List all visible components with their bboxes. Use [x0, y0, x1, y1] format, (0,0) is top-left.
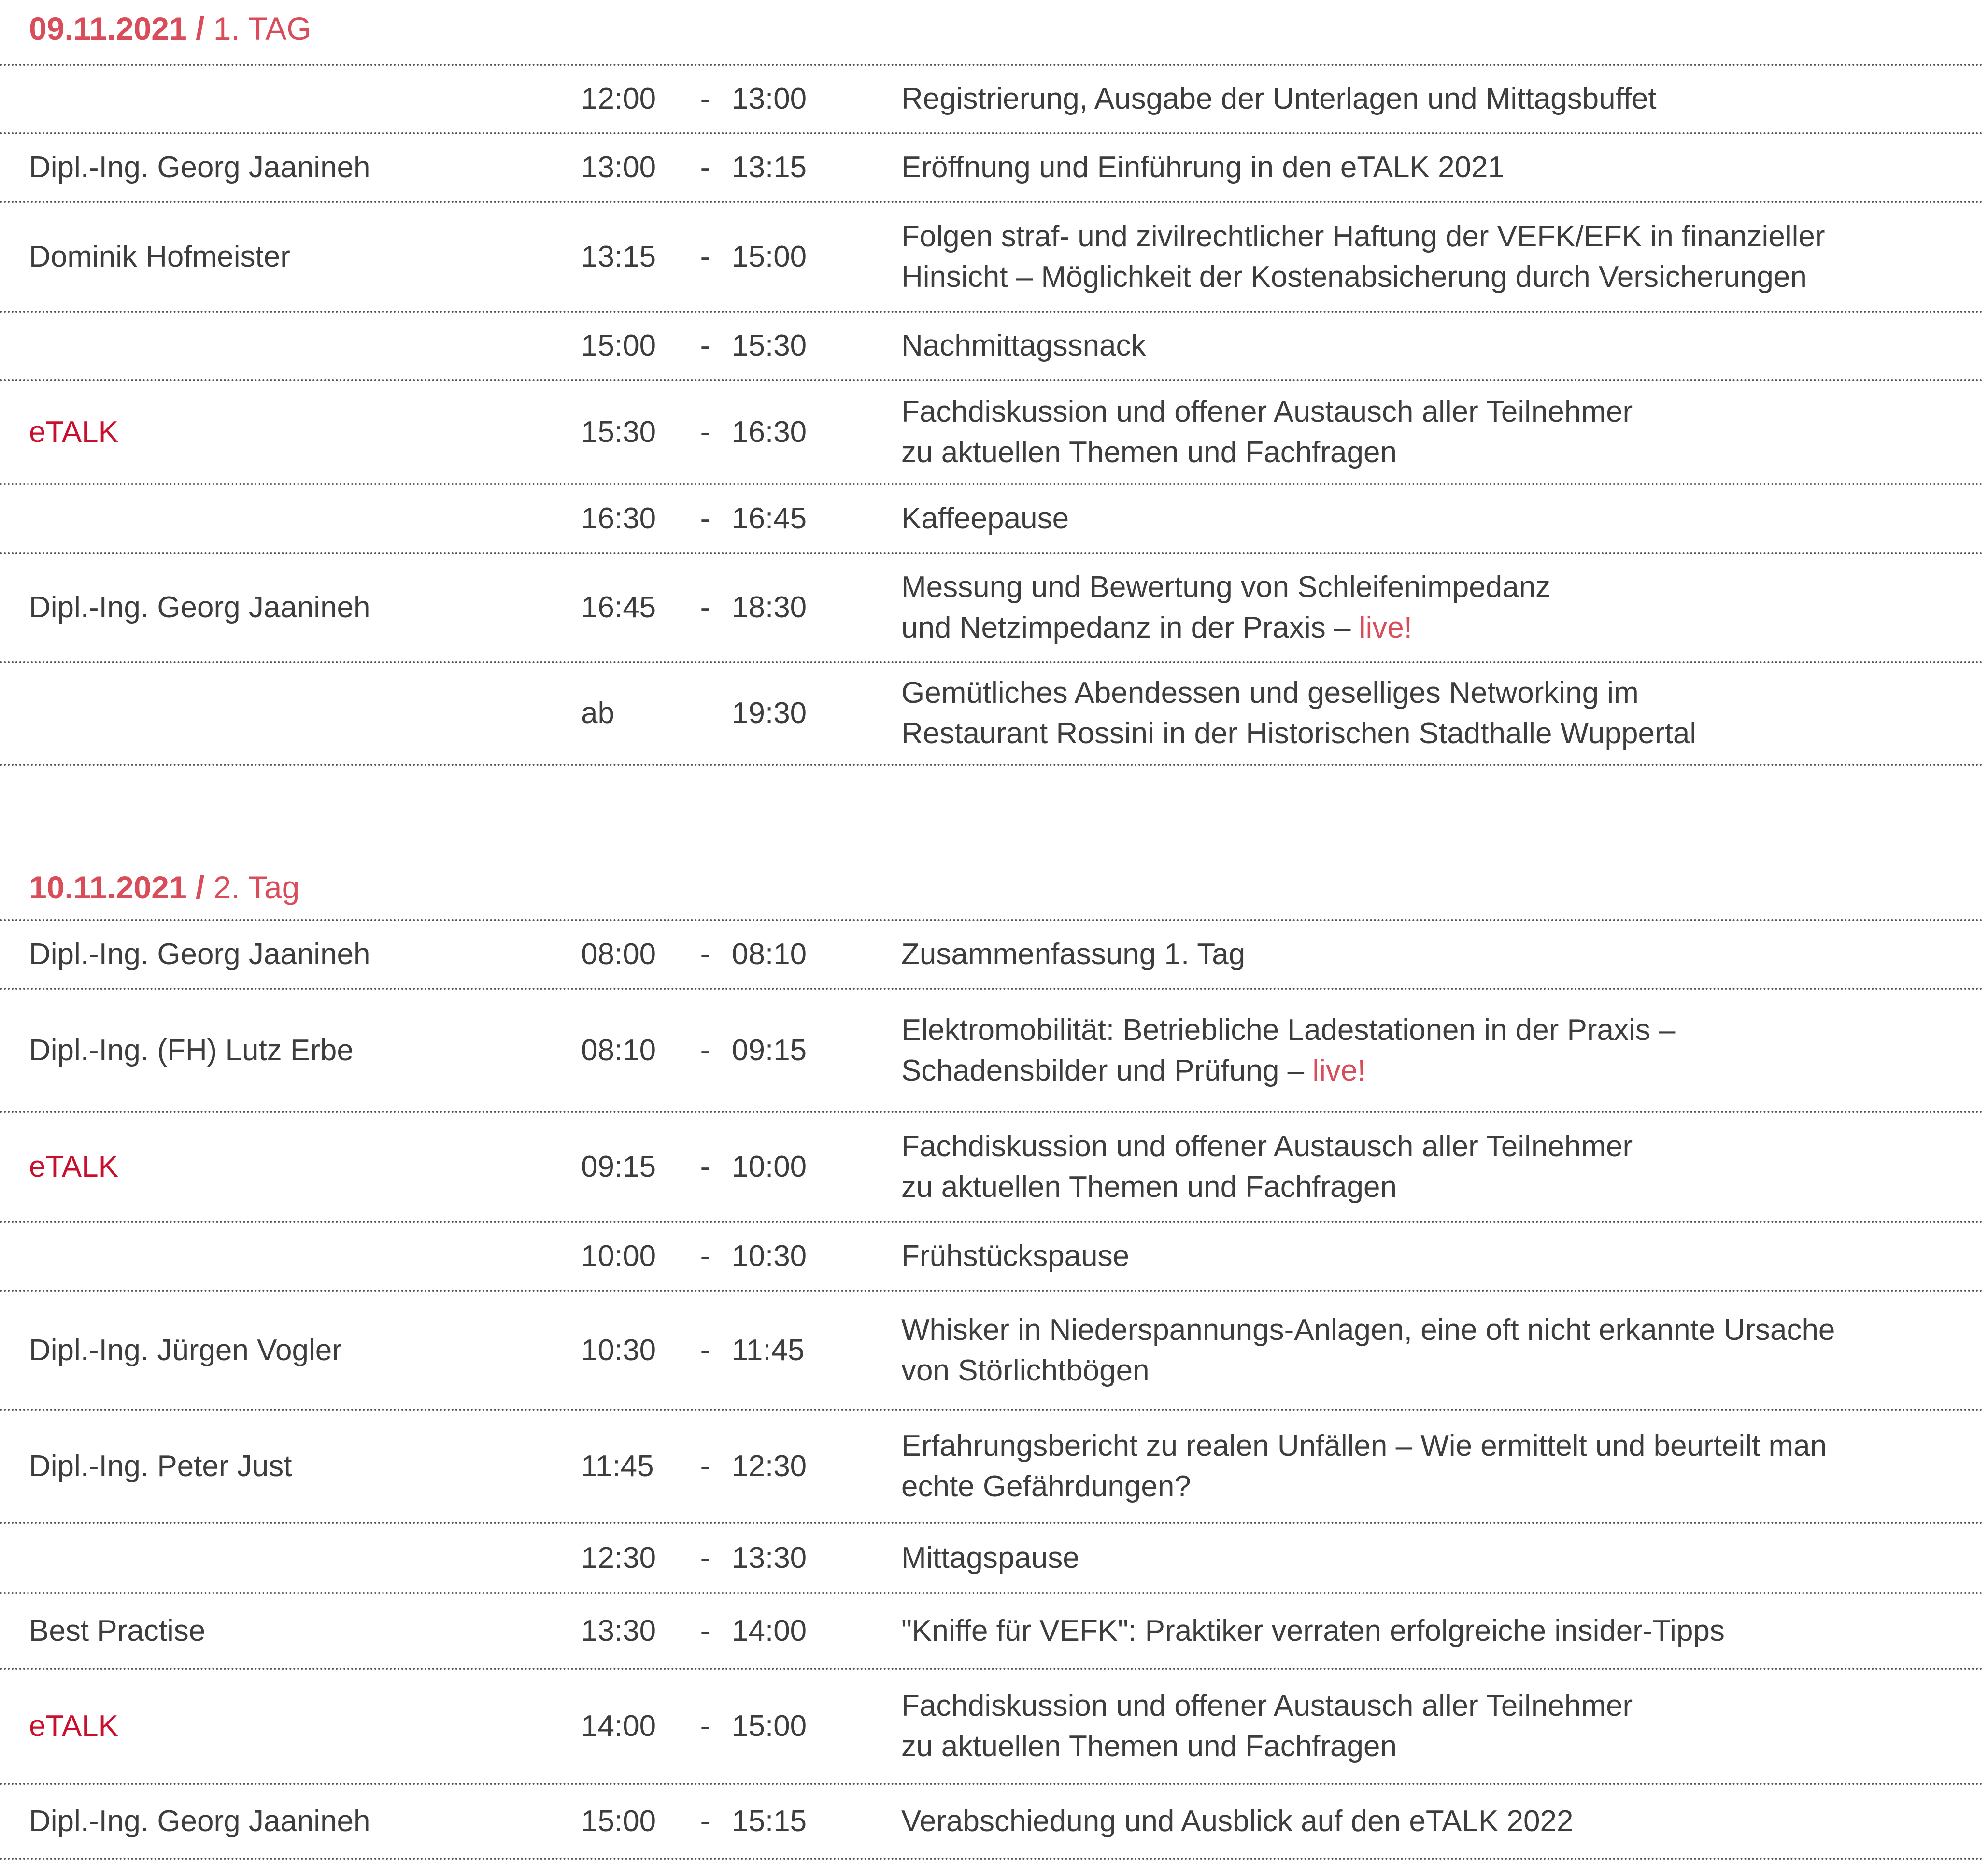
schedule-row [0, 554, 1984, 661]
time-end: 15:30 [732, 329, 807, 362]
live-label: live! [1312, 1053, 1366, 1087]
topic-line-text: Zusammenfassung 1. Tag [901, 938, 1246, 971]
topic-line [901, 1466, 1191, 1507]
time-end: 16:30 [732, 415, 807, 449]
schedule-row [0, 1411, 1984, 1522]
topic-text [901, 203, 1978, 311]
speaker-name [29, 663, 560, 764]
time-end: 10:00 [732, 1150, 807, 1183]
schedule-row [0, 1292, 1984, 1409]
time-start: 13:00 [581, 151, 656, 184]
topic-line [901, 326, 1146, 366]
time-end: 15:15 [732, 1804, 807, 1838]
topic-text [901, 1223, 1978, 1290]
time-start: 12:00 [581, 82, 656, 115]
topic-line [901, 1426, 1827, 1466]
topic-line-text: Schadensbilder und Prüfung – [901, 1053, 1313, 1087]
topic-line-text: zu aktuellen Themen und Fachfragen [901, 1730, 1397, 1763]
topic-line [901, 1686, 1633, 1726]
schedule-row [0, 381, 1984, 483]
schedule-row [0, 485, 1984, 552]
topic-text [901, 921, 1978, 988]
topic-line-text: Hinsicht – Möglichkeit der Kostenabsicherung durch Versicherungen [901, 260, 1807, 294]
schedule-row [0, 1785, 1984, 1858]
time-start: 15:00 [581, 1804, 656, 1838]
speaker-name: Dipl.-Ing. Jürgen Vogler [29, 1333, 342, 1367]
schedule-row [0, 990, 1984, 1111]
day1-header [29, 13, 312, 44]
topic-text [901, 134, 1978, 201]
day2-header [29, 871, 299, 903]
topic-line-text: und Netzimpedanz in der Praxis – [901, 611, 1359, 644]
topic-line-text: Fachdiskussion und offener Austausch aller Teilnehmer [901, 395, 1633, 428]
time-end: 09:15 [732, 1033, 807, 1067]
topic-text [901, 381, 1978, 483]
topic-line [901, 1538, 1079, 1579]
topic-text [901, 1524, 1978, 1592]
speaker-name: Dipl.-Ing. (FH) Lutz Erbe [29, 1033, 354, 1067]
time-dash: - [700, 1614, 710, 1648]
topic-line-text: Registrierung, Ausgabe der Unterlagen und Mittagsbuffet [901, 82, 1657, 115]
time-end: 16:45 [732, 501, 807, 535]
topic-line-text: Fachdiskussion und offener Austausch aller Teilnehmer [901, 1129, 1633, 1163]
time-start: 13:15 [581, 240, 656, 273]
speaker-name: Dipl.-Ing. Georg Jaanineh [29, 938, 370, 971]
time-dash: - [700, 938, 710, 971]
speaker-name [29, 1223, 560, 1290]
topic-line-text: Mittagspause [901, 1541, 1079, 1575]
topic-line [901, 432, 1397, 473]
speaker-name: Dipl.-Ing. Georg Jaanineh [29, 591, 370, 624]
topic-text [901, 554, 1978, 661]
topic-line-text: von Störlichtbögen [901, 1353, 1150, 1387]
schedule-row [0, 1223, 1984, 1290]
speaker-name [29, 485, 560, 552]
topic-line [901, 392, 1633, 432]
time-dash: - [700, 1541, 710, 1575]
time-dash: - [700, 1333, 710, 1367]
time-start: 15:00 [581, 329, 656, 362]
time-dash: - [700, 1033, 710, 1067]
topic-line-text: Verabschiedung und Ausblick auf den eTALK 2022 [901, 1804, 1574, 1838]
speaker-name [29, 313, 560, 379]
time-end: 12:30 [732, 1450, 807, 1483]
topic-line [901, 608, 1412, 648]
schedule-row [0, 134, 1984, 201]
time-end: 11:45 [732, 1333, 805, 1367]
topic-line [901, 1051, 1366, 1091]
time-dash: - [700, 1709, 710, 1743]
time-end: 13:15 [732, 151, 807, 184]
time-end: 18:30 [732, 591, 807, 624]
topic-line-text: Gemütliches Abendessen und geselliges Networking im [901, 676, 1639, 710]
day2-label: 2. Tag [213, 869, 300, 905]
time-start: 12:30 [581, 1541, 656, 1575]
topic-line-text: zu aktuellen Themen und Fachfragen [901, 1170, 1397, 1204]
schedule-row [0, 313, 1984, 379]
speaker-name: Dipl.-Ing. Peter Just [29, 1450, 292, 1483]
topic-line [901, 673, 1639, 713]
time-start: 13:30 [581, 1614, 656, 1648]
row-separator [0, 764, 1984, 766]
time-start: 14:00 [581, 1709, 656, 1743]
time-dash: - [700, 1239, 710, 1273]
time-dash: - [700, 1450, 710, 1483]
time-end: 19:30 [732, 697, 807, 730]
topic-line [901, 147, 1505, 188]
time-end: 15:00 [732, 1709, 807, 1743]
time-start: 08:00 [581, 938, 656, 971]
topic-line [901, 713, 1696, 754]
topic-line-text: Whisker in Niederspannungs-Anlagen, eine oft nicht erkannte Ursache [901, 1313, 1835, 1347]
topic-line-text: Folgen straf- und zivilrechtlicher Haftung der VEFK/EFK in finanzieller [901, 219, 1825, 253]
live-label: live! [1359, 611, 1412, 644]
topic-text [901, 1292, 1978, 1409]
topic-line-text: Kaffeepause [901, 501, 1069, 535]
topic-line-text: Erfahrungsbericht zu realen Unfällen – Wie ermittelt und beurteilt man [901, 1429, 1827, 1463]
day1-label: 1. TAG [213, 11, 312, 46]
day2-date: 10.11.2021 [29, 869, 187, 905]
schedule-row [0, 66, 1984, 132]
schedule-row [0, 1113, 1984, 1221]
speaker-name [29, 66, 560, 132]
topic-text [901, 1113, 1978, 1221]
time-end: 08:10 [732, 938, 807, 971]
time-dash: - [700, 1804, 710, 1838]
topic-line [901, 1611, 1725, 1651]
topic-text [901, 1594, 1978, 1668]
topic-line-text: Restaurant Rossini in der Historischen Stadthalle Wuppertal [901, 717, 1697, 750]
topic-line [901, 498, 1069, 539]
time-dash: - [700, 82, 710, 115]
day1-date: 09.11.2021 [29, 11, 187, 46]
topic-line [901, 1167, 1397, 1208]
topic-line [901, 1351, 1150, 1391]
time-end: 15:00 [732, 240, 807, 273]
schedule-row [0, 1594, 1984, 1668]
speaker-name: Best Practise [29, 1614, 206, 1648]
time-start: 16:45 [581, 591, 656, 624]
topic-line [901, 79, 1657, 119]
topic-text [901, 663, 1978, 764]
day1-separator: / [196, 11, 205, 46]
time-dash: - [700, 329, 710, 362]
topic-line-text: "Kniffe für VEFK": Praktiker verraten erfolgreiche insider-Tipps [901, 1614, 1725, 1648]
topic-line [901, 1126, 1633, 1167]
topic-line-text: Messung und Bewertung von Schleifenimpedanz [901, 570, 1551, 604]
topic-text [901, 1411, 1978, 1522]
speaker-name: eTALK [29, 1709, 118, 1743]
topic-line [901, 1801, 1573, 1842]
topic-line-text: echte Gefährdungen? [901, 1470, 1191, 1503]
schedule-row [0, 663, 1984, 764]
time-dash: - [700, 501, 710, 535]
day2-separator: / [196, 869, 205, 905]
topic-line-text: zu aktuellen Themen und Fachfragen [901, 435, 1397, 469]
topic-text [901, 485, 1978, 552]
topic-text [901, 1670, 1978, 1783]
topic-line-text: Eröffnung und Einführung in den eTALK 2021 [901, 151, 1505, 184]
time-start: 15:30 [581, 415, 656, 449]
topic-line [901, 934, 1245, 975]
row-separator [0, 1858, 1984, 1860]
time-dash: - [700, 1150, 710, 1183]
topic-line [901, 1310, 1835, 1351]
time-end: 13:30 [732, 1541, 807, 1575]
time-start: 10:30 [581, 1333, 656, 1367]
topic-text [901, 990, 1978, 1111]
speaker-name: Dominik Hofmeister [29, 240, 290, 273]
topic-line [901, 1010, 1676, 1051]
time-start: 10:00 [581, 1239, 656, 1273]
time-start: 11:45 [581, 1450, 654, 1483]
topic-line [901, 567, 1550, 608]
speaker-name: Dipl.-Ing. Georg Jaanineh [29, 151, 370, 184]
topic-line-text: Nachmittagssnack [901, 329, 1146, 362]
speaker-name [29, 1524, 560, 1592]
time-end: 10:30 [732, 1239, 807, 1273]
time-end: 14:00 [732, 1614, 807, 1648]
topic-text [901, 66, 1978, 132]
topic-line [901, 1236, 1129, 1277]
schedule-row [0, 921, 1984, 988]
time-dash: - [700, 151, 710, 184]
speaker-name: eTALK [29, 1150, 118, 1183]
topic-line [901, 257, 1807, 298]
time-start: 08:10 [581, 1033, 656, 1067]
time-start: 16:30 [581, 501, 656, 535]
topic-line [901, 1726, 1397, 1767]
topic-text [901, 1785, 1978, 1858]
time-dash: - [700, 240, 710, 273]
schedule-row [0, 1670, 1984, 1783]
time-start: ab [581, 697, 614, 730]
time-dash: - [700, 591, 710, 624]
speaker-name: Dipl.-Ing. Georg Jaanineh [29, 1804, 370, 1838]
topic-line-text: Fachdiskussion und offener Austausch aller Teilnehmer [901, 1689, 1633, 1722]
time-dash [691, 663, 720, 764]
time-end: 13:00 [732, 82, 807, 115]
time-dash: - [700, 415, 710, 449]
topic-line-text: Elektromobilität: Betriebliche Ladestationen in der Praxis – [901, 1013, 1676, 1047]
time-start: 09:15 [581, 1150, 656, 1183]
schedule-row [0, 1524, 1984, 1592]
topic-line-text: Frühstückspause [901, 1239, 1130, 1273]
speaker-name: eTALK [29, 415, 118, 449]
topic-line [901, 216, 1825, 257]
schedule-row [0, 203, 1984, 311]
topic-text [901, 313, 1978, 379]
